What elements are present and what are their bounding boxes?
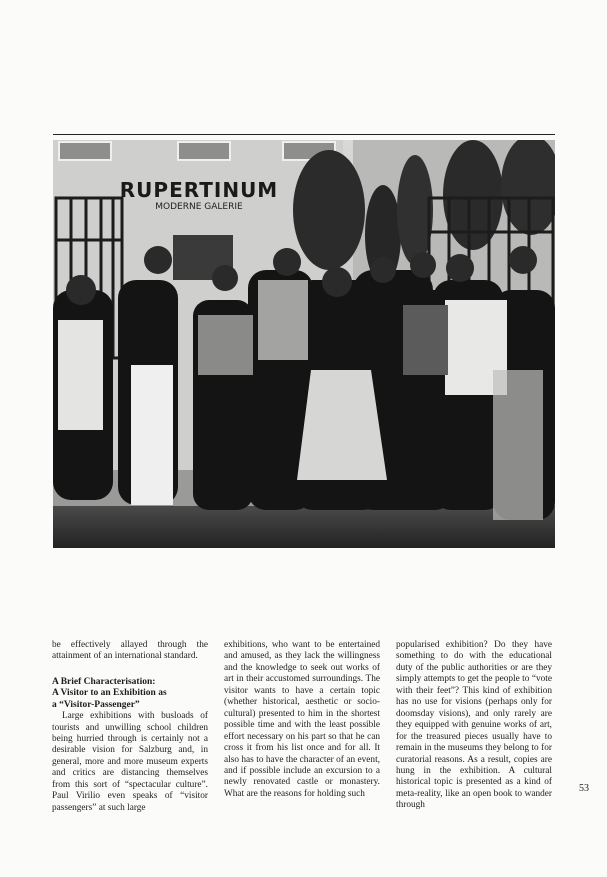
heading-line-1: A Brief Characterisation: (52, 676, 156, 687)
col1-body-paragraph: Large exhibitions with busloads of tourists and unwilling school children being hurried through is certainly not a desirable vision for Salzburg and, in general, more and more museum experts and critics are distancing themselves from this sort of “spectacular culture”. Paul Virilio even speaks of “visitor passengers” at such large (52, 711, 208, 813)
text-column-1 (52, 640, 208, 814)
sign-title: RUPERTINUM (119, 178, 279, 202)
heading-line-2: A Visitor to an Exhibition as (52, 688, 167, 699)
text-column-3 (396, 640, 552, 812)
page-number: 53 (579, 783, 589, 794)
col1-lead-paragraph: be effectively allayed through the attainment of an international standard. (52, 640, 208, 662)
sign-subtitle: MODERNE GALERIE (155, 202, 243, 212)
heading-line-3: a “Visitor-Passenger” (52, 699, 140, 710)
photo-visitors-at-rupertinum (53, 140, 555, 548)
text-column-2 (224, 640, 380, 800)
col3-body-paragraph: popularised exhibition? Do they have something to do with the educational duty of the public authorities or are they simply attempts to get the people to “vote with their feet”? This kind of exhibition has no use for visions (perhaps only for doomsday visions), and only rarely are they equipped with genuine works of art, for the treasured pieces usually have to remain in the museums they belong to for curatorial reasons. As a result, copies are hung in the exhibition. A cultural historical topic is presented as a kind of meta-reality, like an open book to wander through (396, 640, 552, 811)
top-rule (53, 134, 555, 135)
col2-body-paragraph: exhibitions, who want to be entertained and amused, as they lack the willingness and the knowledge to seek out works of art in their accustomed surroundings. The visitor wants to have a certain topic (whether historical, aesthetic or socio-cultural) presented to him in the shortest possible time and with the least possible effort necessary on his part so that he can cross it from his list once and for all. It also has to have the character of an event, and if possible include an excursion to a newly renovated castle or monastery. What are the reasons for holding such (224, 640, 380, 799)
section-heading (52, 677, 208, 711)
